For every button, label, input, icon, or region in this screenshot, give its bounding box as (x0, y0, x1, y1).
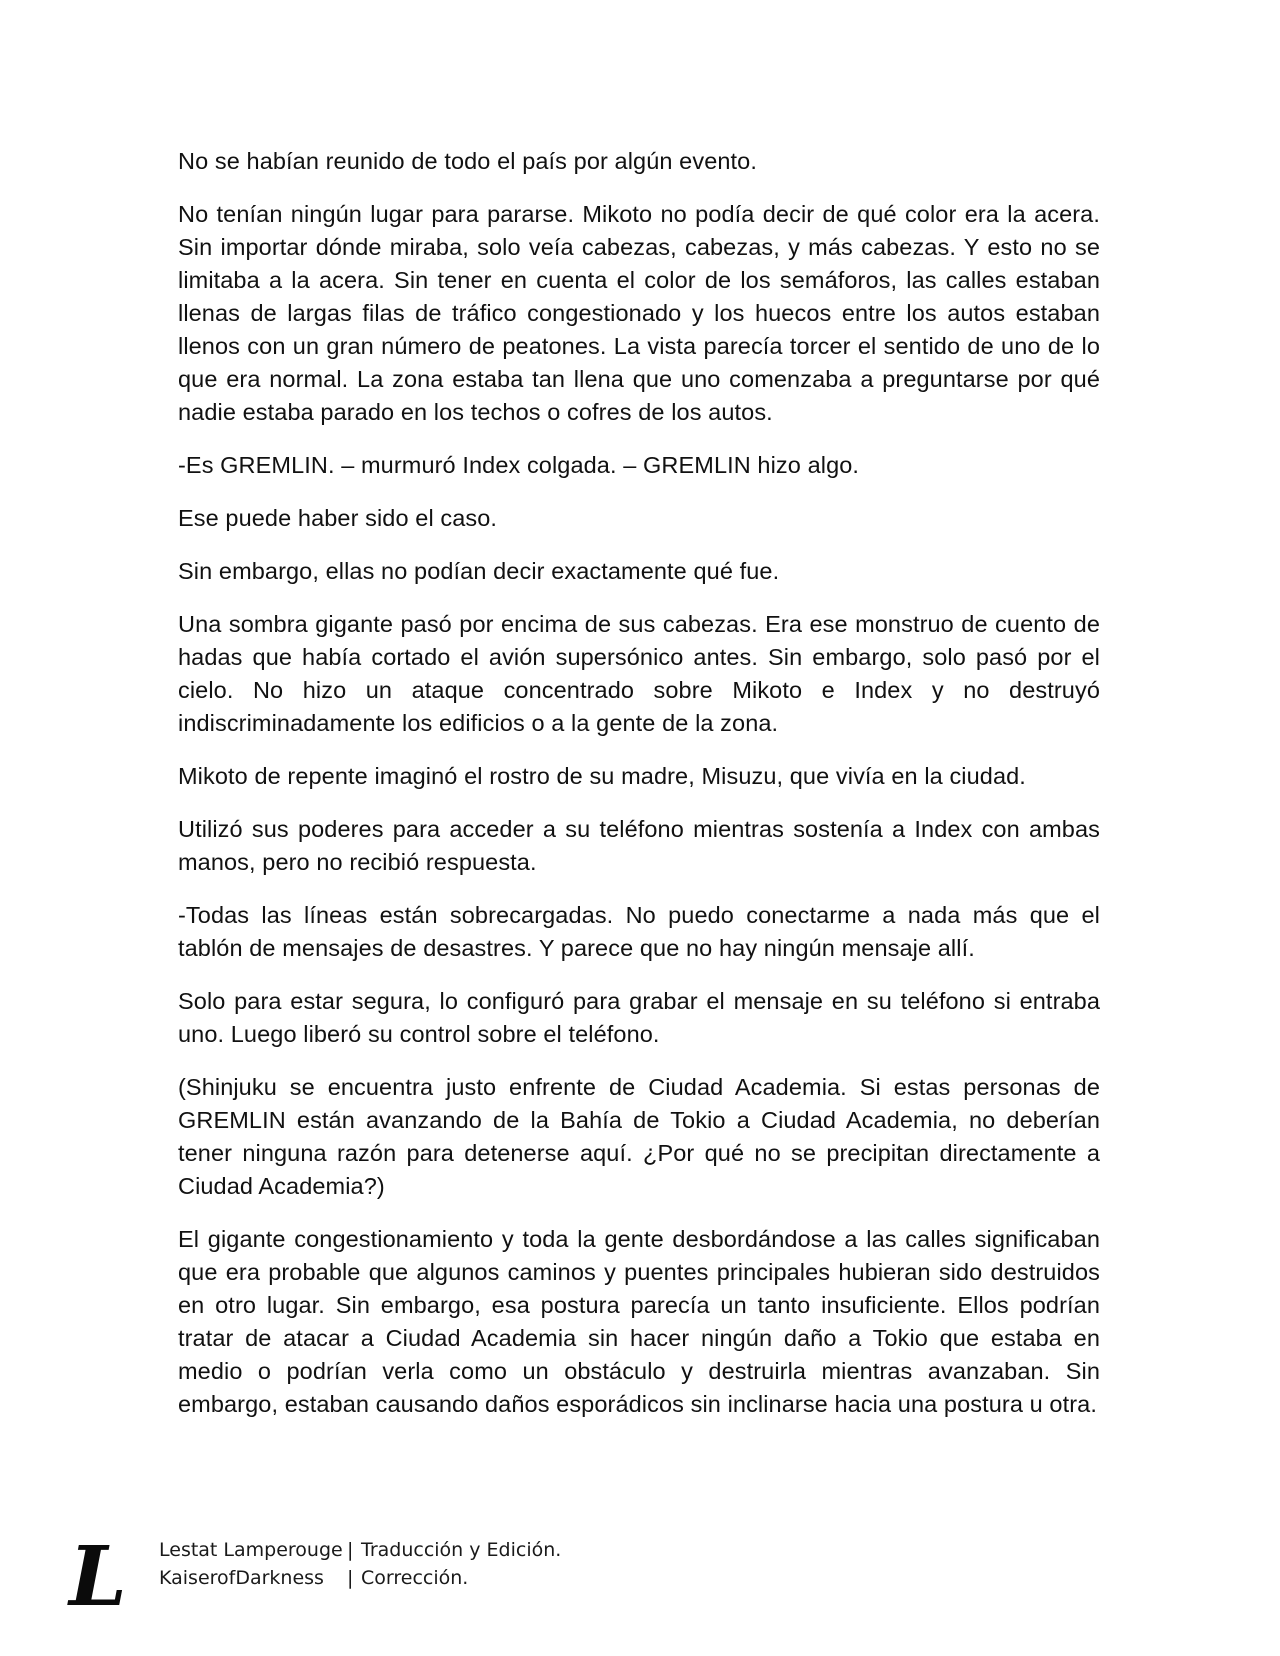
paragraph: Mikoto de repente imaginó el rostro de su madre, Misuzu, que vivía en la ciudad. (178, 763, 1026, 789)
credit-separator: | (347, 1567, 354, 1589)
credit-name: Lestat Lamperouge (159, 1539, 343, 1561)
paragraph: Sin embargo, ellas no podían decir exactamente qué fue. (178, 558, 780, 584)
credit-line-translator (159, 1536, 561, 1564)
credit-role: Traducción y Edición. (361, 1539, 562, 1561)
body-text (178, 145, 1100, 1441)
paragraph: -Todas las líneas están sobrecargadas. No puedo conectarme a nada más que el tablón de mensajes de desastres. Y parece que no hay ningún mensaje allí. (178, 902, 1100, 961)
paragraph: -Es GREMLIN. – murmuró Index colgada. – GREMLIN hizo algo. (178, 452, 860, 478)
paragraph: El gigante congestionamiento y toda la gente desbordándose a las calles significaban que era probable que algunos caminos y puentes principales hubieran sido destruidos en otro lugar. Sin embargo, esa postura parecía un tanto insuficiente. Ellos podrían tratar de atacar a Ciudad Academia sin hacer ningún daño a Tokio que estaba en medio o podrían verla como un obstáculo y destruirla mientras avanzaban. Sin embargo, estaban causando daños esporádicos sin inclinarse hacia una postura u otra. (178, 1226, 1100, 1417)
gothic-l-logo: L (69, 1529, 127, 1625)
credit-line-proofreader (159, 1564, 561, 1592)
credit-separator: | (347, 1539, 354, 1561)
paragraph: Ese puede haber sido el caso. (178, 505, 498, 531)
paragraph: Una sombra gigante pasó por encima de sus cabezas. Era ese monstruo de cuento de hadas que había cortado el avión supersónico antes. Sin embargo, solo pasó por el cielo. No hizo un ataque concentrado sobre Mikoto e Index y no destruyó indiscriminadamente los edificios o a la gente de la zona. (178, 611, 1100, 736)
paragraph: (Shinjuku se encuentra justo enfrente de Ciudad Academia. Si estas personas de GREMLIN están avanzando de la Bahía de Tokio a Ciudad Academia, no deberían tener ninguna razón para detenerse aquí. ¿Por qué no se precipitan directamente a Ciudad Academia?) (178, 1074, 1100, 1199)
credit-role: Corrección. (361, 1567, 469, 1589)
paragraph: Utilizó sus poderes para acceder a su teléfono mientras sostenía a Index con ambas manos, pero no recibió respuesta. (178, 816, 1100, 875)
credit-name: KaiserofDarkness (159, 1567, 324, 1589)
paragraph: Solo para estar segura, lo configuró para grabar el mensaje en su teléfono si entraba uno. Luego liberó su control sobre el teléfono. (178, 988, 1100, 1047)
paragraph: No tenían ningún lugar para pararse. Mikoto no podía decir de qué color era la acera. Sin importar dónde miraba, solo veía cabezas, cabezas, y más cabezas. Y esto no se limitaba a la acera. Sin tener en cuenta el color de los semáforos, las calles estaban llenas de largas filas de tráfico congestionado y los huecos entre los autos estaban llenos con un gran número de peatones. La vista parecía torcer el sentido de uno de lo que era normal. La zona estaba tan llena que uno comenzaba a preguntarse por qué nadie estaba parado en los techos o cofres de los autos. (178, 201, 1100, 425)
credits (159, 1536, 561, 1592)
page-footer (0, 1525, 1280, 1625)
paragraph: No se habían reunido de todo el país por algún evento. (178, 148, 757, 174)
